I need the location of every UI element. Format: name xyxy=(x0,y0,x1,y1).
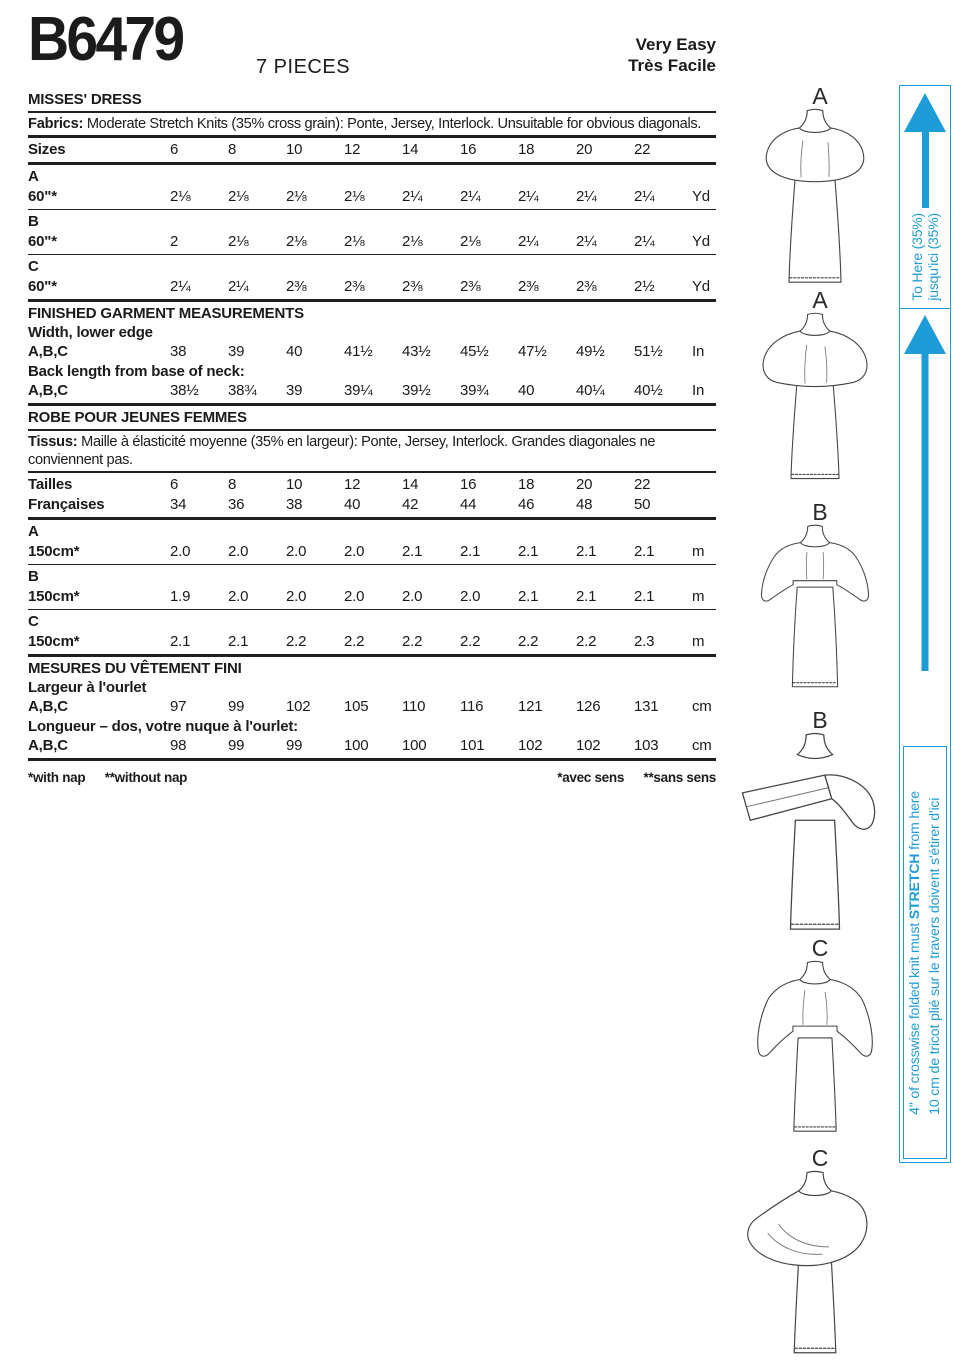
unit-cell: In xyxy=(692,382,705,399)
illustration-view-b-back xyxy=(736,708,894,938)
to-here-fr: jusqu'ici (35%) xyxy=(925,213,941,301)
unit-cell: Yd xyxy=(692,188,710,205)
view-c-label: C xyxy=(28,258,39,275)
width-lower-edge-row xyxy=(28,342,716,362)
up-arrow-icon xyxy=(904,315,946,354)
value-cell: 99 xyxy=(228,737,245,754)
width-lower-edge-label: Width, lower edge xyxy=(28,324,153,341)
value-cell: 2.2 xyxy=(402,633,423,650)
metrage-row-b xyxy=(28,587,716,607)
value-cell: 8 xyxy=(228,141,237,158)
value-cell: 38¾ xyxy=(228,382,257,399)
view-letter: A xyxy=(812,83,828,109)
row-label: Tailles xyxy=(28,476,73,493)
dress-a-back-line-art xyxy=(736,312,894,486)
footnotes-en xyxy=(28,770,187,785)
value-cell: 36 xyxy=(228,496,245,513)
value-cell: 12 xyxy=(344,141,361,158)
value-cell: 116 xyxy=(460,698,484,715)
value-cell: 2.2 xyxy=(576,633,597,650)
value-cell: 40¼ xyxy=(576,382,605,399)
value-cell: 126 xyxy=(576,698,601,715)
value-cell: 2.0 xyxy=(228,588,249,605)
divider xyxy=(28,758,716,761)
value-cell: 39½ xyxy=(402,382,431,399)
view-letter: C xyxy=(811,935,829,961)
value-cell: 46 xyxy=(518,496,535,513)
footnote-avec-sens: *avec sens xyxy=(557,770,625,785)
arrow-stem xyxy=(922,132,929,208)
illustration-view-c-front xyxy=(736,936,894,1138)
value-cell: 101 xyxy=(460,737,485,754)
dress-c-front-line-art xyxy=(736,960,894,1138)
divider xyxy=(28,135,716,138)
unit-cell xyxy=(692,140,716,160)
value-cell: 2⅜ xyxy=(344,278,365,295)
masthead xyxy=(28,5,716,90)
value-cell: 1.9 xyxy=(170,588,191,605)
illustration-view-a-front xyxy=(736,84,894,290)
yardage-row-a xyxy=(28,187,716,207)
value-cell: 18 xyxy=(518,141,535,158)
divider xyxy=(28,654,716,657)
french-title: ROBE POUR JEUNES FEMMES xyxy=(28,409,247,426)
value-cell: 2.0 xyxy=(228,543,249,560)
stretch-instruction-fr: 10 cm de tricot plié sur le travers doivent s'étirer d'ici xyxy=(927,797,943,1115)
unit-cell: m xyxy=(692,543,705,560)
divider xyxy=(28,609,716,610)
value-cell: 102 xyxy=(576,737,601,754)
value-cell: 49½ xyxy=(576,343,605,360)
value-cell: 2.1 xyxy=(402,543,423,560)
dress-b-back-line-art xyxy=(736,732,894,938)
divider xyxy=(28,162,716,165)
divider xyxy=(28,429,716,431)
metrage-row-a xyxy=(28,542,716,562)
divider xyxy=(28,564,716,565)
stretch-gauge xyxy=(899,85,951,1163)
value-cell: 40 xyxy=(286,343,303,360)
row-label: 150cm* xyxy=(28,588,80,605)
row-label: Sizes xyxy=(28,141,66,158)
value-cell: 97 xyxy=(170,698,187,715)
value-cell: 20 xyxy=(576,476,593,493)
value-cell: 42 xyxy=(402,496,419,513)
divider xyxy=(28,209,716,210)
unit-cell: In xyxy=(692,343,705,360)
value-cell: 2.0 xyxy=(286,588,307,605)
row-label: 60"* xyxy=(28,233,57,250)
fabrics-text: Moderate Stretch Knits (35% cross grain): Ponte, Jersey, Interlock. Unsuitable for obvious diagonals. xyxy=(83,116,701,132)
value-cell: 38 xyxy=(286,496,303,513)
row-label: 150cm* xyxy=(28,633,80,650)
divider xyxy=(28,111,716,113)
unit-cell: Yd xyxy=(692,278,710,295)
metrage-row-c xyxy=(28,632,716,652)
value-cell: 2⅛ xyxy=(228,188,249,205)
main-content-column xyxy=(28,5,716,785)
stretch-instruction-en xyxy=(905,791,925,1115)
finished-measurements-heading: FINISHED GARMENT MEASUREMENTS xyxy=(28,305,304,322)
to-here-en: To Here (35%) xyxy=(909,213,925,301)
row-label: A,B,C xyxy=(28,343,68,360)
view-b-label: B xyxy=(28,213,39,230)
view-c-label-fr: C xyxy=(28,613,39,630)
value-cell: 43½ xyxy=(402,343,431,360)
value-cell: 39 xyxy=(228,343,245,360)
value-cell: 2¼ xyxy=(576,233,597,250)
row-label: 60"* xyxy=(28,188,57,205)
tissus-label: Tissus: xyxy=(28,434,78,450)
back-length-row xyxy=(28,381,716,401)
value-cell: 22 xyxy=(634,476,651,493)
value-cell: 40 xyxy=(344,496,361,513)
view-letter: B xyxy=(812,499,828,525)
value-cell: 103 xyxy=(634,737,659,754)
view-letter: A xyxy=(812,287,828,313)
view-b-label-fr: B xyxy=(28,568,39,585)
value-cell: 2.1 xyxy=(460,543,481,560)
divider xyxy=(28,471,716,473)
yardage-row-b xyxy=(28,232,716,252)
to-here-label xyxy=(909,213,941,301)
row-label: 60"* xyxy=(28,278,57,295)
value-cell: 16 xyxy=(460,141,477,158)
value-cell: 2⅛ xyxy=(286,188,307,205)
value-cell: 2.1 xyxy=(634,588,655,605)
divider xyxy=(28,254,716,255)
unit-cell xyxy=(692,475,716,495)
row-label: Françaises xyxy=(28,496,105,513)
value-cell: 2.1 xyxy=(228,633,249,650)
value-cell: 2.2 xyxy=(460,633,481,650)
view-a-label: A xyxy=(28,168,39,185)
value-cell: 6 xyxy=(170,476,179,493)
divider xyxy=(28,517,716,520)
sizes-row xyxy=(28,140,716,160)
stretch-gauge-top-box xyxy=(900,86,950,309)
value-cell: 100 xyxy=(402,737,427,754)
value-cell: 2⅜ xyxy=(576,278,597,295)
value-cell: 40½ xyxy=(634,382,663,399)
value-cell: 2.1 xyxy=(634,543,655,560)
illustration-view-a-back xyxy=(736,288,894,486)
value-cell: 2¼ xyxy=(634,188,655,205)
value-cell: 2.2 xyxy=(518,633,539,650)
value-cell: 110 xyxy=(402,698,426,715)
value-cell: 2¼ xyxy=(518,188,539,205)
unit-cell: Yd xyxy=(692,233,710,250)
dress-c-back-line-art xyxy=(736,1170,894,1360)
value-cell: 8 xyxy=(228,476,237,493)
value-cell: 2¼ xyxy=(460,188,481,205)
footnotes-fr xyxy=(557,770,716,785)
value-cell: 2⅛ xyxy=(460,233,481,250)
longueur-dos-label: Longueur – dos, votre nuque à l'ourlet: xyxy=(28,718,298,735)
row-label: A,B,C xyxy=(28,698,68,715)
stretch-instruction-box xyxy=(903,746,947,1159)
value-cell: 99 xyxy=(286,737,303,754)
value-cell: 39¼ xyxy=(344,382,373,399)
value-cell: 39¾ xyxy=(460,382,489,399)
value-cell: 100 xyxy=(344,737,369,754)
value-cell: 2⅛ xyxy=(344,188,365,205)
footnote-without-nap: **without nap xyxy=(104,770,188,785)
longueur-dos-row xyxy=(28,736,716,756)
unit-cell: m xyxy=(692,633,705,650)
value-cell: 38 xyxy=(170,343,187,360)
value-cell: 34 xyxy=(170,496,187,513)
value-cell: 2¼ xyxy=(228,278,249,295)
unit-cell: cm xyxy=(692,698,712,715)
pattern-number: B6479 xyxy=(28,5,183,74)
value-cell: 10 xyxy=(286,476,303,493)
row-label: A,B,C xyxy=(28,382,68,399)
dress-a-front-line-art xyxy=(736,108,894,290)
value-cell: 6 xyxy=(170,141,179,158)
largeur-ourlet-label: Largeur à l'ourlet xyxy=(28,679,147,696)
value-cell: 2¼ xyxy=(170,278,191,295)
value-cell: 99 xyxy=(228,698,245,715)
difficulty-badge xyxy=(628,34,716,76)
english-title: MISSES' DRESS xyxy=(28,91,142,108)
value-cell: 10 xyxy=(286,141,303,158)
view-letter: B xyxy=(812,707,828,733)
yardage-row-c xyxy=(28,277,716,297)
value-cell: 121 xyxy=(518,698,543,715)
value-cell: 2.1 xyxy=(576,588,597,605)
value-cell: 22 xyxy=(634,141,651,158)
footnotes xyxy=(28,770,716,785)
value-cell: 2.0 xyxy=(286,543,307,560)
arrow-stem xyxy=(922,353,929,671)
value-cell: 16 xyxy=(460,476,477,493)
value-cell: 2¼ xyxy=(634,233,655,250)
up-arrow-icon xyxy=(904,93,946,132)
footnote-sans-sens: **sans sens xyxy=(643,770,716,785)
value-cell: 2.0 xyxy=(402,588,423,605)
illustration-view-c-back xyxy=(736,1146,894,1360)
value-cell: 2⅜ xyxy=(402,278,423,295)
value-cell: 39 xyxy=(286,382,303,399)
stretch-en-post: from here xyxy=(907,790,923,854)
row-label: 150cm* xyxy=(28,543,80,560)
value-cell: 2.0 xyxy=(460,588,481,605)
value-cell: 2.1 xyxy=(518,543,539,560)
value-cell: 14 xyxy=(402,476,419,493)
stretch-instruction xyxy=(905,791,945,1115)
value-cell: 2⅛ xyxy=(344,233,365,250)
value-cell: 98 xyxy=(170,737,187,754)
difficulty-fr: Très Facile xyxy=(628,56,716,75)
unit-cell xyxy=(692,495,716,515)
value-cell: 38½ xyxy=(170,382,199,399)
back-length-label: Back length from base of neck: xyxy=(28,363,245,380)
mesures-heading: MESURES DU VÊTEMENT FINI xyxy=(28,660,242,677)
dress-b-front-line-art xyxy=(736,524,894,694)
value-cell: 2.1 xyxy=(518,588,539,605)
value-cell: 2.0 xyxy=(344,588,365,605)
value-cell: 2⅛ xyxy=(402,233,423,250)
value-cell: 47½ xyxy=(518,343,547,360)
value-cell: 14 xyxy=(402,141,419,158)
value-cell: 102 xyxy=(286,698,311,715)
value-cell: 18 xyxy=(518,476,535,493)
value-cell: 2½ xyxy=(634,278,655,295)
largeur-ourlet-row xyxy=(28,697,716,717)
stretch-en-pre: 4" of crosswise folded knit must xyxy=(907,918,923,1115)
value-cell: 40 xyxy=(518,382,535,399)
value-cell: 2⅛ xyxy=(170,188,191,205)
value-cell: 2⅛ xyxy=(286,233,307,250)
row-label: A,B,C xyxy=(28,737,68,754)
fabrics-line xyxy=(28,115,716,133)
unit-cell: m xyxy=(692,588,705,605)
tissus-text: Maille à élasticité moyenne (35% en largeur): Ponte, Jersey, Interlock. Grandes diagonales ne conviennent pas. xyxy=(28,434,656,468)
value-cell: 44 xyxy=(460,496,477,513)
value-cell: 102 xyxy=(518,737,543,754)
view-a-label-fr: A xyxy=(28,523,39,540)
value-cell: 2¼ xyxy=(402,188,423,205)
value-cell: 51½ xyxy=(634,343,663,360)
value-cell: 2 xyxy=(170,233,179,250)
value-cell: 2.0 xyxy=(344,543,365,560)
divider xyxy=(28,403,716,406)
tailles-row xyxy=(28,475,716,495)
illustration-view-b-front xyxy=(736,500,894,694)
fabrics-label: Fabrics: xyxy=(28,116,84,132)
value-cell: 2.3 xyxy=(634,633,655,650)
value-cell: 45½ xyxy=(460,343,489,360)
value-cell: 105 xyxy=(344,698,369,715)
value-cell: 2⅜ xyxy=(460,278,481,295)
value-cell: 50 xyxy=(634,496,651,513)
value-cell: 2.1 xyxy=(576,543,597,560)
pieces-count: 7 PIECES xyxy=(256,56,351,78)
value-cell: 2¼ xyxy=(576,188,597,205)
value-cell: 2.2 xyxy=(286,633,307,650)
value-cell: 2.2 xyxy=(344,633,365,650)
francaises-row xyxy=(28,495,716,515)
tissus-line xyxy=(28,433,716,469)
value-cell: 2⅛ xyxy=(228,233,249,250)
value-cell: 2.1 xyxy=(170,633,191,650)
value-cell: 2¼ xyxy=(518,233,539,250)
value-cell: 20 xyxy=(576,141,593,158)
value-cell: 48 xyxy=(576,496,593,513)
value-cell: 2.0 xyxy=(170,543,191,560)
view-letter: C xyxy=(811,1145,829,1171)
unit-cell: cm xyxy=(692,737,712,754)
value-cell: 131 xyxy=(634,698,659,715)
divider xyxy=(28,299,716,302)
value-cell: 12 xyxy=(344,476,361,493)
value-cell: 2⅜ xyxy=(518,278,539,295)
footnote-with-nap: *with nap xyxy=(28,770,86,785)
value-cell: 41½ xyxy=(344,343,373,360)
stretch-en-bold: STRETCH xyxy=(907,853,923,919)
value-cell: 2⅜ xyxy=(286,278,307,295)
difficulty-en: Very Easy xyxy=(635,35,716,54)
